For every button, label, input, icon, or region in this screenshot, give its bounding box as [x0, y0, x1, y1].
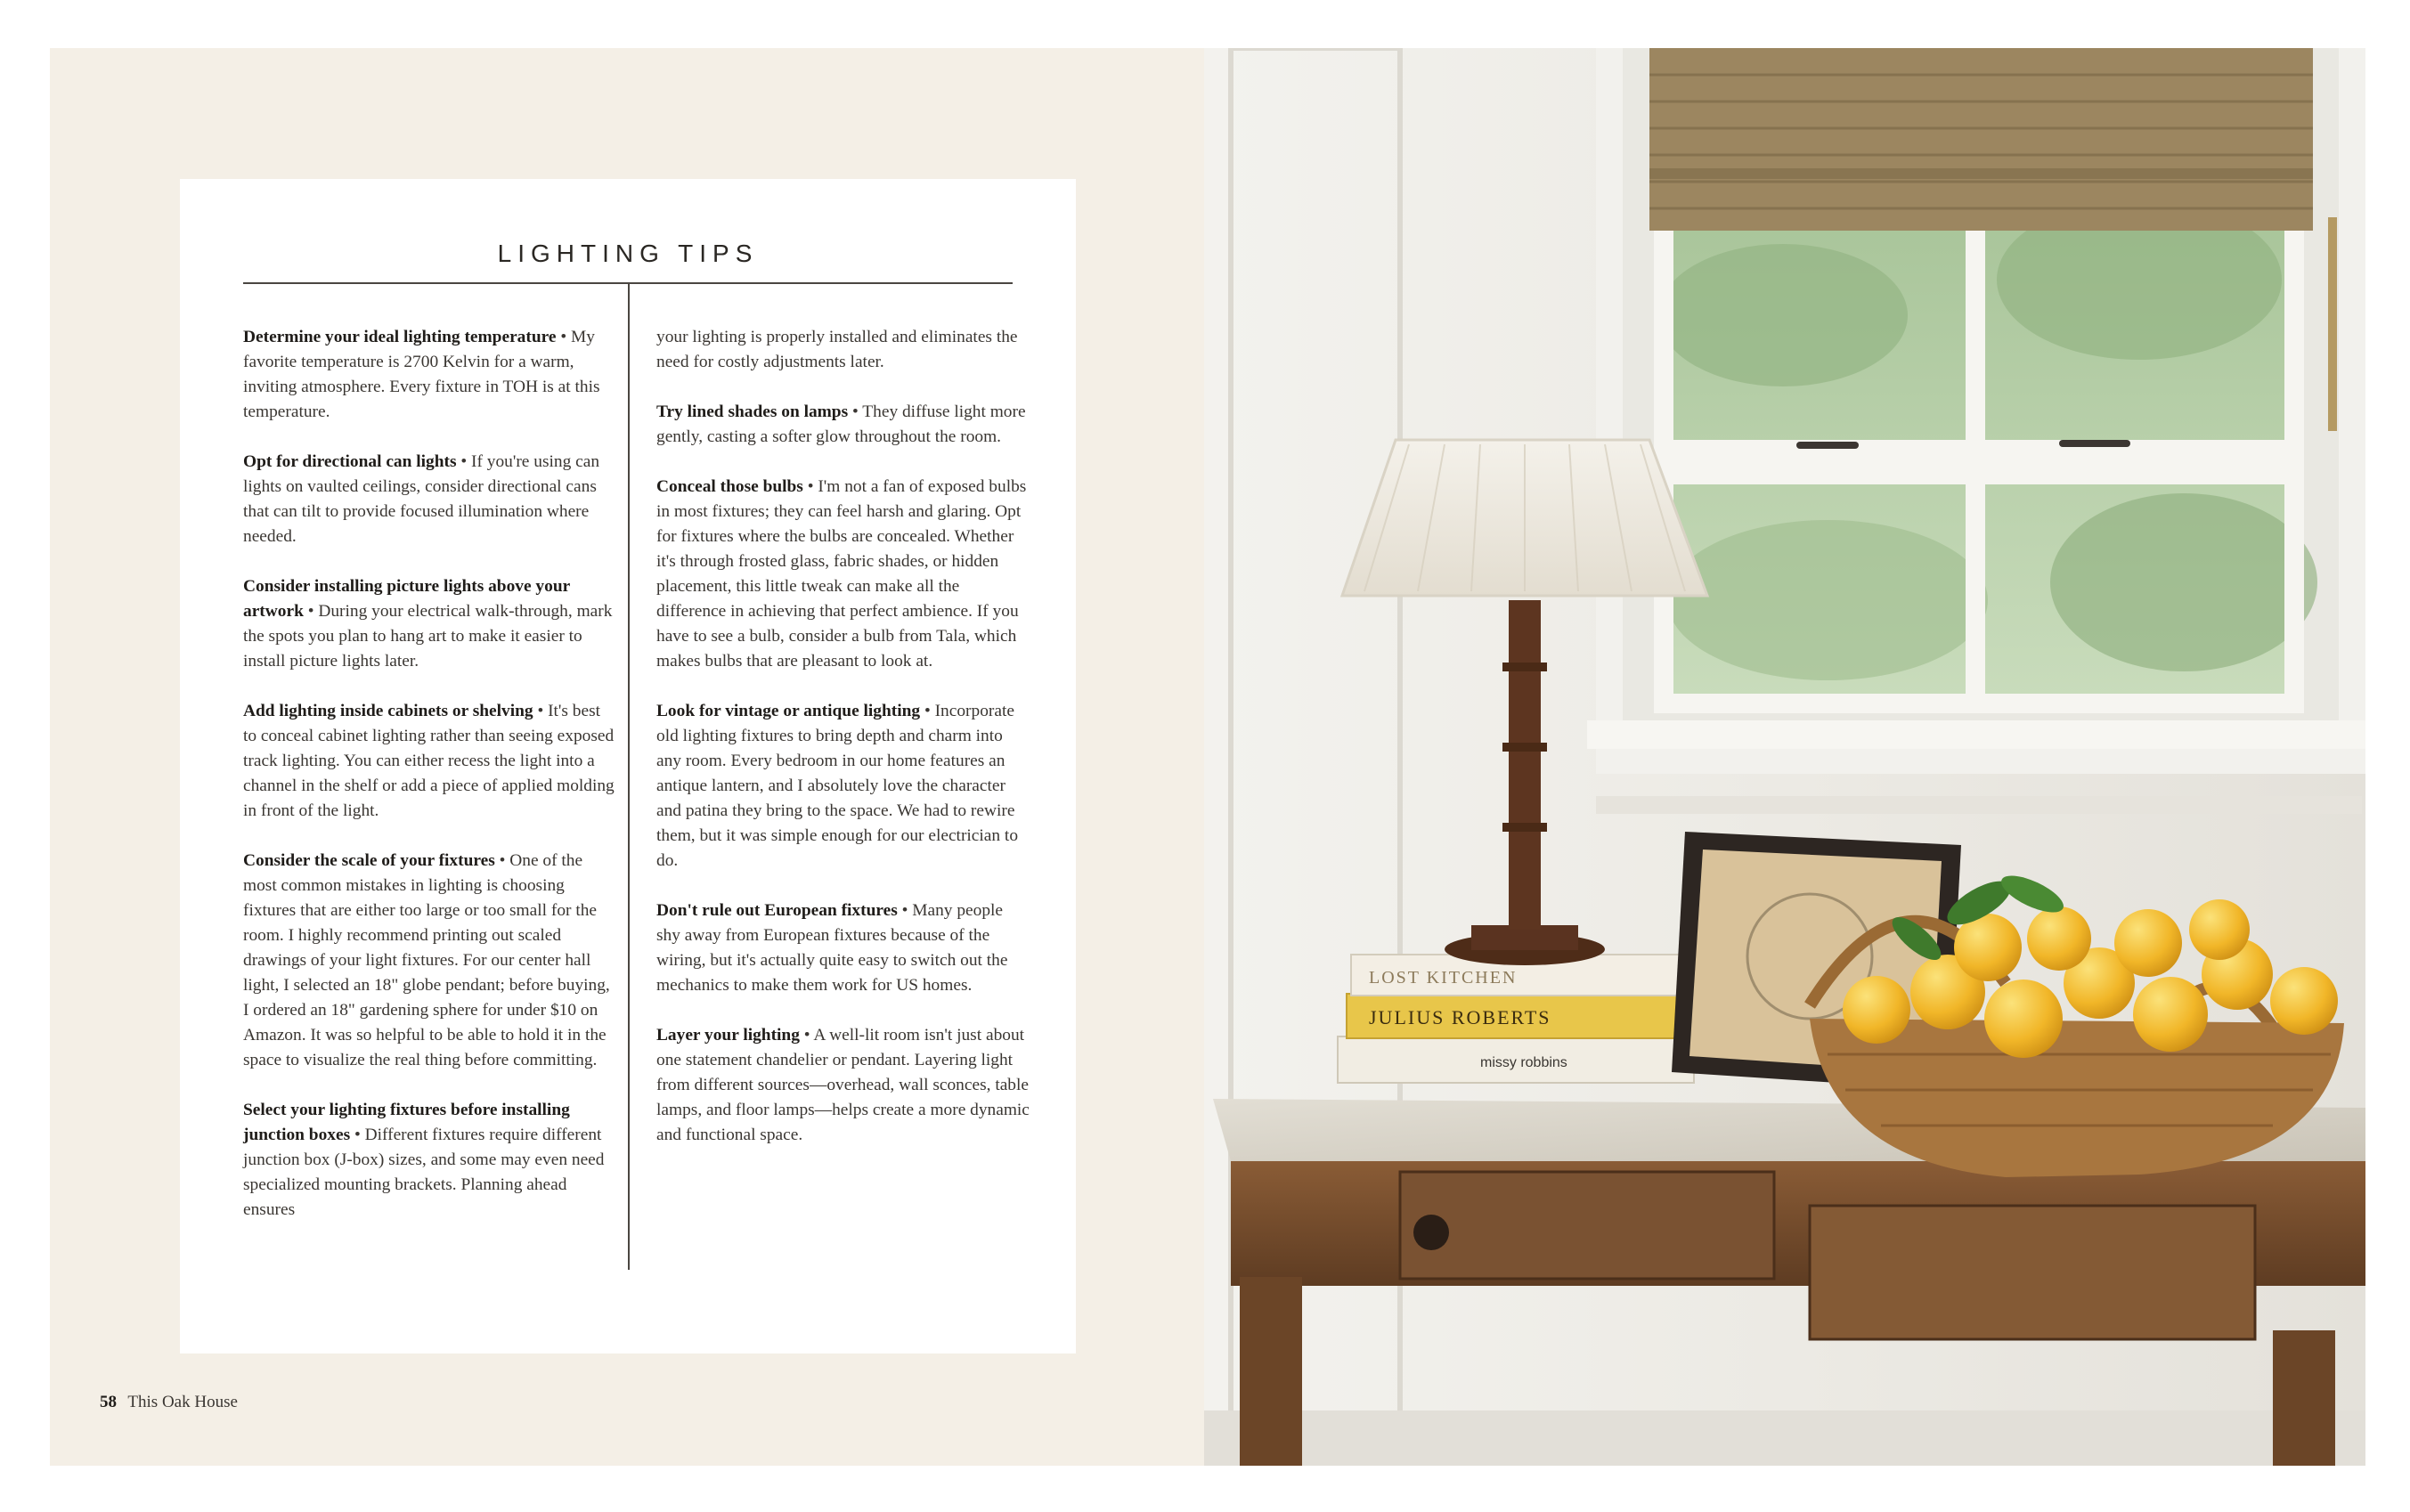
tip-item: Consider installing picture lights above your artwork • During your electrical walk-through, mark the spots you plan to hang art to make it easier to install picture lights later. [243, 577, 613, 671]
lighting-tips-card [180, 179, 1076, 1353]
drawer-knob [1413, 1215, 1449, 1250]
room-photo [1204, 48, 2365, 1466]
tip-body: My favorite temperature is 2700 Kelvin for a warm, inviting atmosphere. Every fixture in TOH is at this temperature. [243, 328, 600, 421]
tip-item: Opt for directional can lights • If you're using can lights on vaulted ceilings, consider directional cans that can tilt to provide focused illumination where needed. [243, 452, 600, 546]
tip-body: Incorporate old lighting fixtures to bring depth and charm into any room. Every bedroom in our home features an antique lantern, and I absolutely love the character and patina they bring to the space. We had to rewire them, but it was simple enough for our electrician to do. [656, 702, 1019, 870]
tip-heading: Don't rule out European fixtures [656, 901, 898, 920]
book-spine-text: missy robbins [1480, 1055, 1567, 1070]
tip-body: Many people shy away from European fixtures because of the wiring, but it's actually quite easy to switch out the mechanics to make them work for US homes. [656, 901, 1008, 995]
tip-item: Try lined shades on lamps • They diffuse light more gently, casting a softer glow throughout the room. [656, 402, 1026, 446]
sash-lift [2059, 440, 2130, 447]
tip-heading: Consider the scale of your fixtures [243, 851, 495, 870]
book-spine-text: LOST KITCHEN [1369, 968, 1518, 988]
tip-body: They diffuse light more gently, casting a softer glow throughout the room. [656, 402, 1026, 446]
table-drawer [1400, 1172, 1774, 1279]
tip-heading: Try lined shades on lamps [656, 402, 849, 421]
tip-item: Determine your ideal lighting temperature • My favorite temperature is 2700 Kelvin for a warm, inviting atmosphere. Every fixture in TOH is at this temperature. [243, 328, 600, 421]
wainscot-rail [1596, 796, 2362, 814]
tip-body: During your electrical walk-through, mark the spots you plan to hang art to make it easier to install picture lights later. [243, 602, 613, 671]
window-sill [1587, 720, 2365, 749]
tip-heading: Add lighting inside cabinets or shelving [243, 702, 533, 720]
page-footer [100, 1393, 238, 1412]
tip-item: Don't rule out European fixtures • Many people shy away from European fixtures because of the wiring, but it's actually quite easy to switch out the mechanics to make them work for US homes. [656, 901, 1008, 995]
column-divider [628, 284, 630, 1270]
baseboard [1204, 1410, 2365, 1466]
page-number: 58 [100, 1393, 117, 1411]
book-spread [50, 48, 2365, 1466]
tip-item: Conceal those bulbs • I'm not a fan of exposed bulbs in most fixtures; they can feel harsh and glaring. Opt for fixtures where the bulbs are concealed. Whether it's through frosted glass, fabric shades, or hidden placement, this little tweak can make all the difference in achieving that perfect ambience. If you have to see a bulb, consider a bulb from Tala, which makes bulbs that are pleasant to look at. [656, 477, 1027, 671]
section-title: LIGHTING TIPS [497, 240, 759, 267]
table-leg [1240, 1277, 1302, 1466]
sash-lift [1796, 442, 1859, 449]
book-spine-text: JULIUS ROBERTS [1369, 1006, 1551, 1028]
tip-heading: Consider installing picture lights above your artwork [243, 577, 570, 621]
tip-body: I'm not a fan of exposed bulbs in most fixtures; they can feel harsh and glaring. Opt for fixtures where the bulbs are concealed. Whether it's through frosted glass, fabric shades, or hidden placement, this little tweak can make all the difference in achieving that perfect ambience. If you have to see a bulb, consider a bulb from Tala, which makes bulbs that are pleasant to look at. [656, 477, 1027, 671]
tip-item: Look for vintage or antique lighting • Incorporate old lighting fixtures to bring depth and charm into any room. Every bedroom in our home features an antique lantern, and I absolutely love the character and patina they bring to the space. We had to rewire them, but it was simple enough for our electrician to do. [656, 702, 1019, 870]
book-title: This Oak House [127, 1393, 238, 1411]
left-page [50, 48, 1204, 1466]
tip-body: One of the most common mistakes in lighting is choosing fixtures that are either too large or too small for the room. I highly recommend printing out scaled drawings of your light fixtures. For our center hall light, I selected an 18" globe pendant; before buying, I ordered an 18" gardening sphere for under $10 on Amazon. It was so helpful to be able to hold it in the space to visualize the real thing before committing. [243, 851, 610, 1069]
table-leg [2273, 1330, 2335, 1466]
right-column [656, 325, 1030, 1173]
shade-cord [2328, 217, 2337, 431]
photo-illustration [1204, 48, 2365, 1466]
tip-heading: Conceal those bulbs [656, 477, 803, 496]
tip-item: Layer your lighting • A well-lit room isn't just about one statement chandelier or pendant. Layering light from different sources—overhead, wall sconces, table lamps, and floor lamps—helps create a more dynamic and functional space. [656, 1026, 1030, 1144]
left-column [243, 325, 617, 1248]
tip-heading: Opt for directional can lights [243, 452, 457, 471]
tip-item: Select your lighting fixtures before installing junction boxes • Different fixtures require different junction box (J-box) sizes, and some may even need specialized mounting brackets. Planning ahead ensures [243, 1101, 605, 1219]
tip-body: A well-lit room isn't just about one statement chandelier or pendant. Layering light from different sources—overhead, wall sconces, table lamps, and floor lamps—helps create a more dynamic and functional space. [656, 1026, 1030, 1144]
tip-heading: Determine your ideal lighting temperature [243, 328, 557, 346]
tip-heading: Look for vintage or antique lighting [656, 702, 921, 720]
tip-body: If you're using can lights on vaulted ceilings, consider directional cans that can tilt to provide focused illumination where needed. [243, 452, 600, 546]
tip-continuation: your lighting is properly installed and eliminates the need for costly adjustments later. [656, 328, 1018, 371]
tip-item: Consider the scale of your fixtures • One of the most common mistakes in lighting is choosing fixtures that are either too large or too small for the room. I highly recommend printing out scaled drawings of your light fixtures. For our center hall light, I selected an 18" globe pendant; before buying, I ordered an 18" gardening sphere for under $10 on Amazon. It was so helpful to be able to hold it in the space to visualize the real thing before committing. [243, 851, 610, 1069]
tip-body: Different fixtures require different junction box (J-box) sizes, and some may even need specialized mounting brackets. Planning ahead ensures [243, 1126, 605, 1219]
tip-body: It's best to conceal cabinet lighting rather than seeing exposed track lighting. You can either recess the light into a channel in the shelf or add a piece of applied molding in front of the light. [243, 702, 615, 820]
tip-item: Add lighting inside cabinets or shelving • It's best to conceal cabinet lighting rather than seeing exposed track lighting. You can either recess the light into a channel in the shelf or add a piece of applied molding in front of the light. [243, 702, 615, 820]
tip-heading: Layer your lighting [656, 1026, 800, 1045]
book-stack [1338, 955, 1694, 1083]
tip-heading: Select your lighting fixtures before installing junction boxes [243, 1101, 570, 1144]
